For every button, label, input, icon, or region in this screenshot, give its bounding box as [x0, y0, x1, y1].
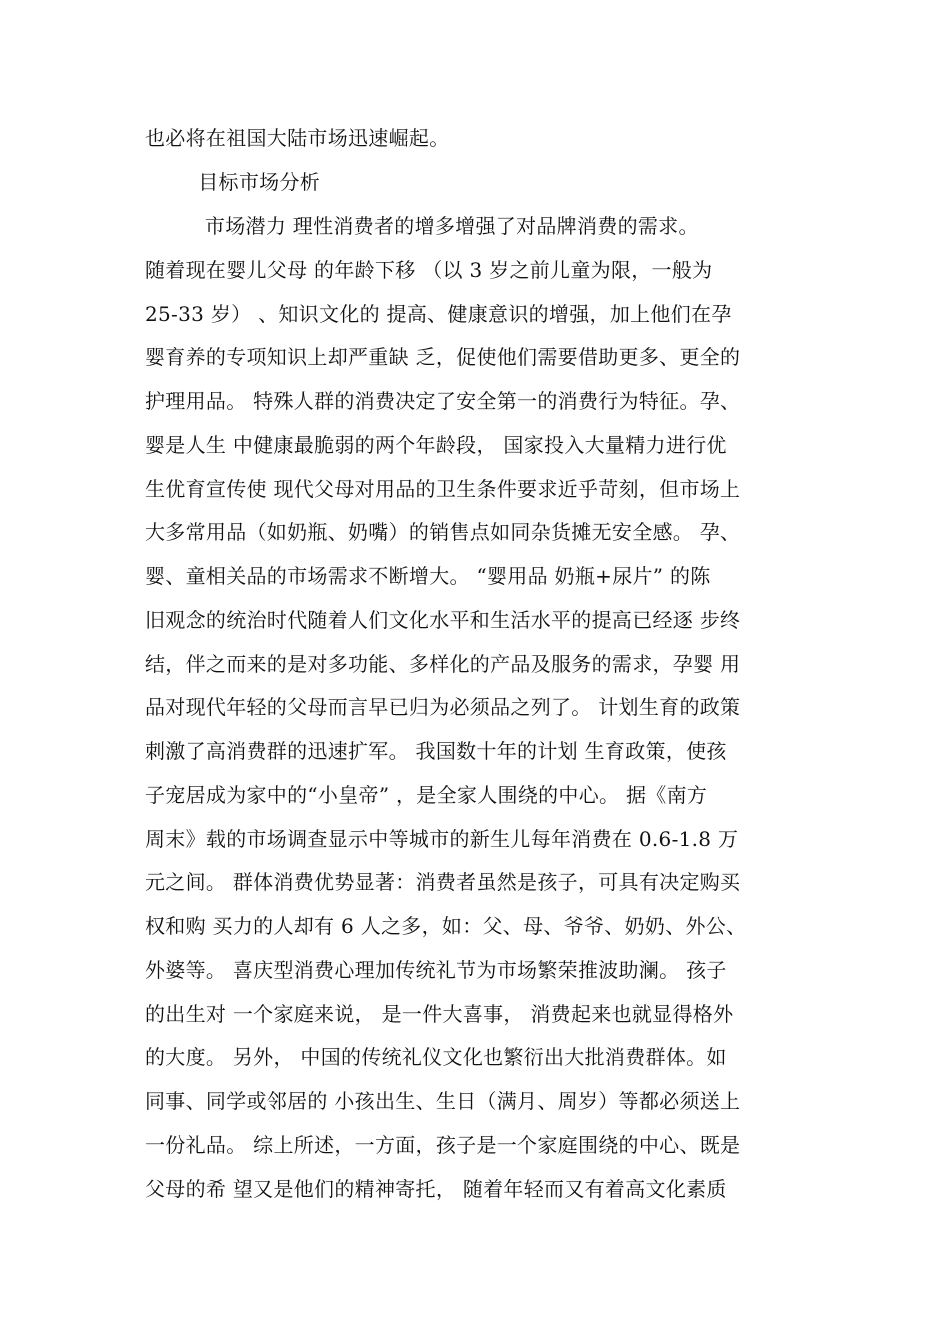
text-line: 外婆等。 喜庆型消费心理加传统礼节为市场繁荣推波助澜。 孩子	[145, 958, 727, 982]
text-line: 元之间。 群体消费优势显著：消费者虽然是孩子，可具有决定购买	[145, 870, 741, 894]
text-line: 市场潜力 理性消费者的增多增强了对品牌消费的需求。	[145, 214, 699, 238]
text-line: 一份礼品。 综上所述，一方面，孩子是一个家庭围绕的中心、既是	[145, 1133, 741, 1157]
text-line: 大多常用品（如奶瓶、奶嘴）的销售点如同杂货摊无安全感。 孕、	[145, 520, 741, 544]
text-line: 权和购 买力的人却有 6 人之多，如：父、母、爷爷、奶奶、外公、	[145, 914, 747, 938]
text-line: 婴育养的专项知识上却严重缺 乏，促使他们需要借助更多、更全的	[145, 345, 741, 369]
text-line: 周末》载的市场调查显示中等城市的新生儿每年消费在 0.6-1.8 万	[145, 827, 739, 851]
text-line: 父母的希 望又是他们的精神寄托， 随着年轻而又有着高文化素质	[145, 1177, 727, 1201]
text-line: 的出生对 一个家庭来说， 是一件大喜事， 消费起来也就显得格外	[145, 1002, 734, 1026]
text-line: 生优育宣传使 现代父母对用品的卫生条件要求近乎苛刻，但市场上	[145, 477, 741, 501]
text-line: 婴是人生 中健康最脆弱的两个年龄段， 国家投入大量精力进行优	[145, 433, 727, 457]
text-line: 也必将在祖国大陆市场迅速崛起。	[145, 126, 450, 150]
text-line: 随着现在婴儿父母 的年龄下移 （以 3 岁之前儿童为限，一般为	[145, 258, 713, 282]
text-line: 结，伴之而来的是对多功能、多样化的产品及服务的需求，孕婴 用	[145, 652, 741, 676]
text-line: 旧观念的统治时代随着人们文化水平和生活水平的提高已经逐 步终	[145, 608, 741, 632]
section-heading: 目标市场分析	[145, 170, 321, 194]
text-line: 刺激了高消费群的迅速扩军。 我国数十年的计划 生育政策，使孩	[145, 739, 727, 763]
text-line: 护理用品。 特殊人群的消费决定了安全第一的消费行为特征。孕、	[145, 389, 741, 413]
text-line: 品对现代年轻的父母而言早已归为必须品之列了。 计划生育的政策	[145, 695, 741, 719]
text-line: 的大度。 另外， 中国的传统礼仪文化也繁衍出大批消费群体。如	[145, 1045, 727, 1069]
text-line: 25-33 岁） 、知识文化的 提高、健康意识的增强，加上他们在孕	[145, 302, 732, 326]
text-line: 婴、童相关品的市场需求不断增大。 “婴用品 奶瓶+尿片” 的陈	[145, 564, 711, 588]
text-line: 子宠居成为家中的“小皇帝” ，是全家人围绕的中心。 据《南方	[145, 783, 708, 807]
text-line: 同事、同学或邻居的 小孩出生、生日（满月、周岁）等都必须送上	[145, 1089, 741, 1113]
